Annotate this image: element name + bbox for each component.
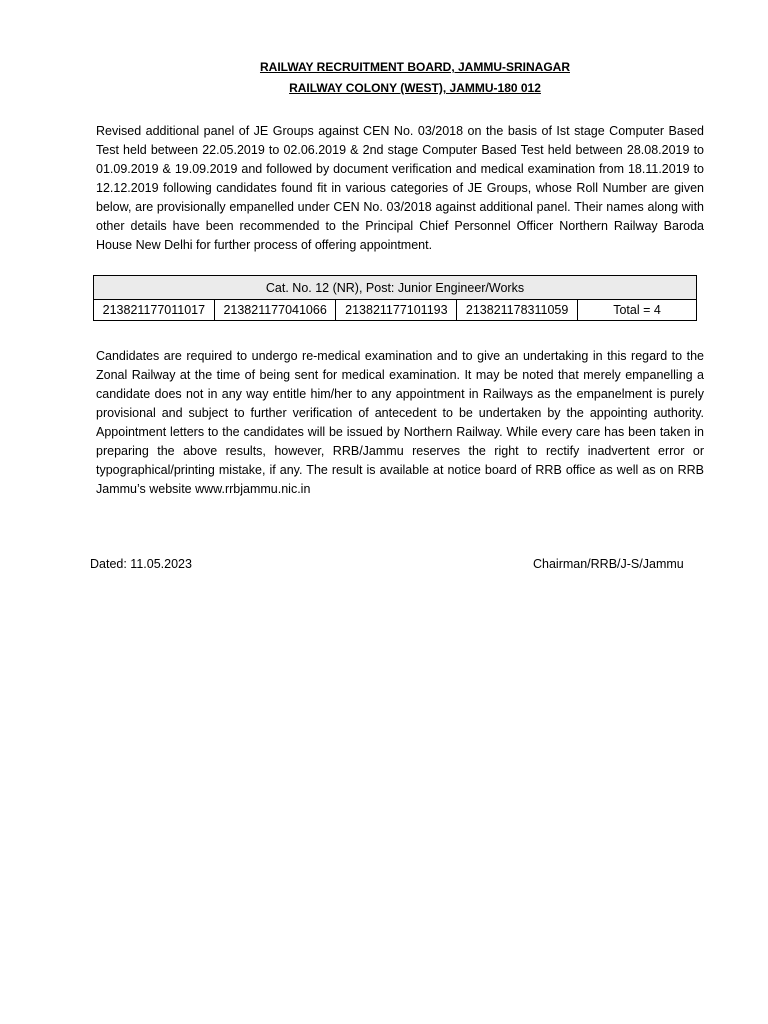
board-address: RAILWAY COLONY (WEST), JAMMU-180 012 <box>289 81 541 95</box>
roll-number-cell: 213821178311059 <box>457 300 578 321</box>
roll-number-cell: 213821177011017 <box>94 300 215 321</box>
notes-paragraph: Candidates are required to undergo re-medical examination and to give an undertaking in this regard to the Zonal Railway at the time of being sent for medical examination. It may be noted that merely empanelling a candidate does not in any way entitle him/her to any appointment in Railways as the empanelment is purely provisional and subject to further verification of antecedent to be undertaken by the appointing authority. Appointment letters to the candidates will be issued by Northern Railway. While every care has been taken in preparing the above results, however, RRB/Jammu reserves the right to rectify inadvertent error or typographical/printing mistake, if any. The result is available at notice board of RRB office as well as on RRB Jammu’s website www.rrbjammu.nic.in <box>96 349 704 496</box>
results-table <box>93 275 697 321</box>
total-cell: Total = 4 <box>578 300 697 321</box>
board-title: RAILWAY RECRUITMENT BOARD, JAMMU-SRINAGAR <box>259 60 570 74</box>
dated-label: Dated: 11.05.2023 <box>90 557 192 571</box>
category-row <box>94 276 697 300</box>
roll-number-cell: 213821177041066 <box>214 300 336 321</box>
intro-paragraph: Revised additional panel of JE Groups against CEN No. 03/2018 on the basis of Ist stage Computer Based Test held between 22.05.2019 to 02.06.2019 & 2nd stage Computer Based Test held between 28.08.2019 to 01.09.2019 & 19.09.2019 and followed by document verification and medical examination from 18.11.2019 to 12.12.2019 following candidates found fit in various categories of JE Groups, whose Roll Number are given below, are provisionally empanelled under CEN No. 03/2018 against additional panel. Their names along with other details have been recommended to the Principal Chief Personnel Officer Northern Railway Baroda House New Delhi for further process of offering appointment. <box>96 124 704 252</box>
category-cell: Cat. No. 12 (NR), Post: Junior Engineer/Works <box>94 276 697 300</box>
signature-label: Chairman/RRB/J-S/Jammu <box>533 557 684 571</box>
roll-number-row <box>94 300 697 321</box>
roll-number-cell: 213821177101193 <box>336 300 457 321</box>
